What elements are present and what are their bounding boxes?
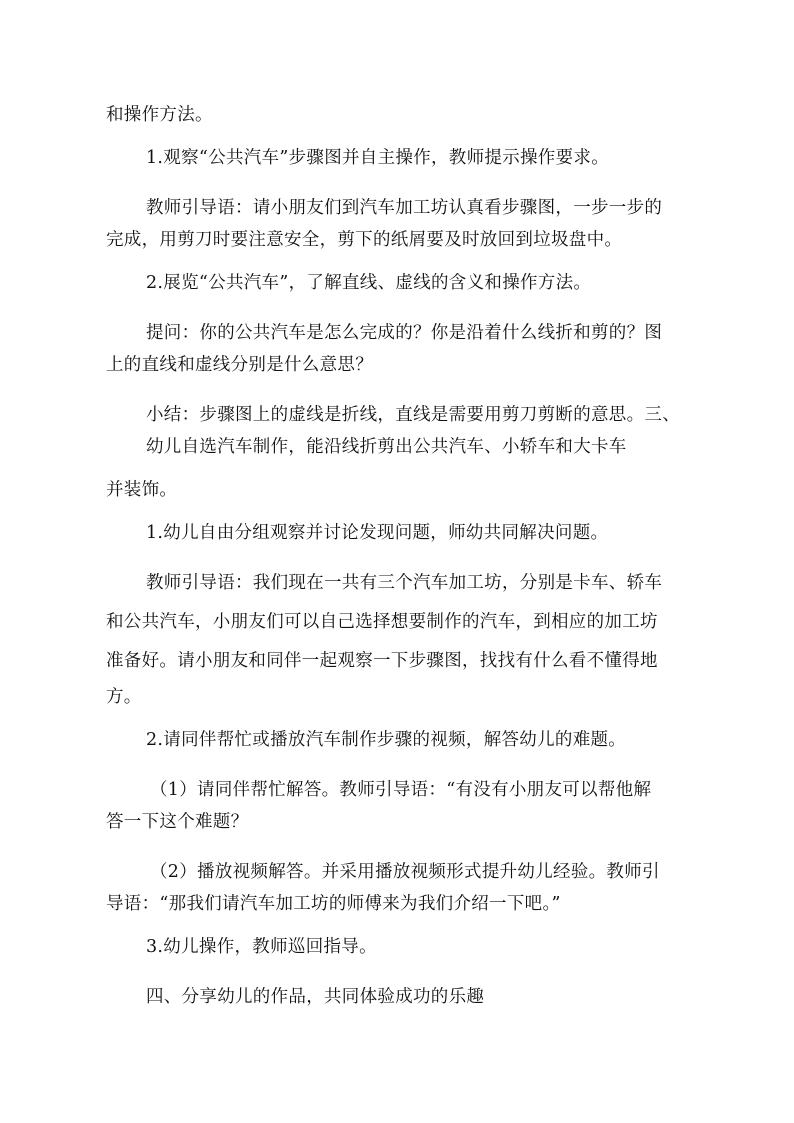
text-line: 教师引导语：请小朋友们到汽车加工坊认真看步骤图，一步一步的 xyxy=(146,198,663,218)
text-line: 上的直线和虚线分别是什么意思？ xyxy=(106,355,373,375)
text-line: 1.观察“公共汽车”步骤图并自主操作，教师提示操作要求。 xyxy=(146,148,609,168)
text-line: 和操作方法。 xyxy=(106,105,213,125)
text-line: 2.请同伴帮忙或播放汽车制作步骤的视频，解答幼儿的难题。 xyxy=(146,730,627,750)
text-line: 1.幼儿自由分组观察并讨论发现问题，师幼共同解决问题。 xyxy=(146,523,609,543)
text-line: 2.展览“公共汽车”，了解直线、虚线的含义和操作方法。 xyxy=(146,273,592,293)
text-line: （2）播放视频解答。并采用播放视频形式提升幼儿经验。教师引 xyxy=(150,862,660,882)
text-line: 和公共汽车，小朋友们可以自己选择想要制作的汽车，到相应的加工坊 xyxy=(106,612,658,632)
text-line: 四、分享幼儿的作品，共同体验成功的乐趣 xyxy=(146,987,485,1007)
text-line: 提问：你的公共汽车是怎么完成的？你是沿着什么线折和剪的？图 xyxy=(146,323,663,343)
text-line: 并装饰。 xyxy=(106,480,178,500)
text-line: 答一下这个难题？ xyxy=(106,812,249,832)
text-line: 准备好。请小朋友和同伴一起观察一下步骤图，找找有什么看不懂得地 xyxy=(106,651,658,671)
text-line: 教师引导语：我们现在一共有三个汽车加工坊，分别是卡车、轿车 xyxy=(146,573,663,593)
text-line: 完成，用剪刀时要注意安全，剪下的纸屑要及时放回到垃圾盘中。 xyxy=(106,230,623,250)
text-line: 幼儿自选汽车制作，能沿线折剪出公共汽车、小轿车和大卡车 xyxy=(146,437,627,457)
text-line: 方。 xyxy=(106,687,142,707)
text-line: （1）请同伴帮忙解答。教师引导语：“有没有小朋友可以帮他解 xyxy=(150,780,652,800)
text-line: 导语：“那我们请汽车加工坊的师傅来为我们介绍一下吧。” xyxy=(106,894,561,914)
text-line: 小结：步骤图上的虚线是折线，直线是需要用剪刀剪断的意思。三、 xyxy=(146,405,680,425)
text-line: 3.幼儿操作，教师巡回指导。 xyxy=(146,937,377,957)
